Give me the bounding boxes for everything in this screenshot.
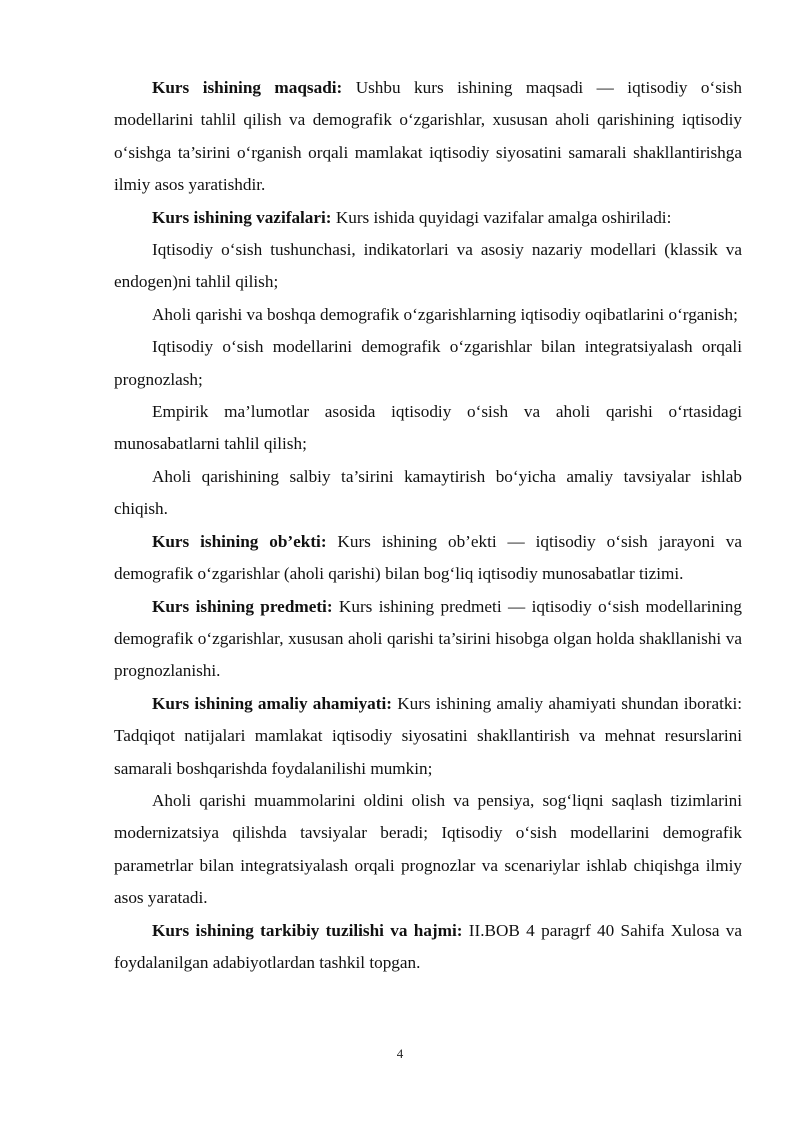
paragraph-text: Aholi qarishi va boshqa demografik o‘zgarishlarning iqtisodiy oqibatlarini o‘rganish; [152,304,738,324]
paragraph-task-item [114,234,742,299]
paragraph-subject [114,591,742,688]
paragraph-task-item [114,299,742,331]
paragraph-significance-cont [114,785,742,915]
paragraph-text: Iqtisodiy o‘sish tushunchasi, indikatorlari va asosiy nazariy modellari (klassik va endogen)ni tahlil qilish; [114,240,742,292]
paragraph-task-item [114,461,742,526]
paragraph-heading: Kurs ishining predmeti: [152,596,333,616]
paragraph-structure [114,915,742,980]
paragraph-text: Kurs ishining predmeti — iqtisodiy o‘sish modellarining demografik o‘zgarishlar, xususan aholi qarishi ta’sirini hisobga olgan holda shakllanishi va prognozlanishi. [114,596,742,681]
paragraph-heading: Kurs ishining tarkibiy tuzilishi va hajmi: [152,920,463,940]
paragraph-text: II.BOB 4 paragrf 40 Sahifa Xulosa va foydalanilgan adabiyotlardan tashkil topgan. [114,920,742,972]
paragraph-text: Empirik ma’lumotlar asosida iqtisodiy o‘sish va aholi qarishi o‘rtasidagi munosabatlarni tahlil qilish; [114,402,742,454]
paragraph-text: Aholi qarishining salbiy ta’sirini kamaytirish bo‘yicha amaliy tavsiyalar ishlab chiqish. [114,466,742,519]
paragraph-text: Kurs ishida quyidagi vazifalar amalga oshiriladi: [331,207,672,227]
paragraph-text: Kurs ishining ob’ekti — iqtisodiy o‘sish jarayoni va demografik o‘zgarishlar (aholi qarishi) bilan bog‘liq iqtisodiy munosabatlar tizimi. [114,531,742,584]
paragraph-object [114,526,742,591]
paragraph-text: Kurs ishining amaliy ahamiyati shundan iboratki: Tadqiqot natijalari mamlakat iqtisodiy siyosatini shakllantirish va mehnat resurslarini samarali boshqarishda foydalanilishi mumkin; [114,693,742,778]
paragraph-text: Aholi qarishi muammolarini oldini olish va pensiya, sog‘liqni saqlash tizimlarini modernizatsiya qilishda tavsiyalar beradi; Iqtisodiy o‘sish modellarini demografik parametrlar bilan integratsiyalash orqali prognozlar va scenariylar ishlab chiqishga ilmiy asos yaratadi. [114,790,742,908]
paragraph-goal [114,72,742,202]
document-page [114,72,742,979]
paragraph-text: Iqtisodiy o‘sish modellarini demografik o‘zgarishlar bilan integratsiyalash orqali prognozlash; [114,337,742,389]
paragraph-text: Ushbu kurs ishining maqsadi — iqtisodiy o‘sish modellarini tahlil qilish va demografik o‘zgarishlar, xususan aholi qarishining iqtisodiy o‘sishga ta’sirini o‘rganish orqali mamlakat iqtisodiy siyosatini samarali shakllantirishga ilmiy asos yaratishdir. [114,78,742,195]
paragraph-heading: Kurs ishining maqsadi: [152,78,343,97]
page-number: 4 [396,1046,404,1061]
paragraph-heading: Kurs ishining amaliy ahamiyati: [152,693,392,713]
paragraph-task-item [114,396,742,461]
paragraph-significance [114,688,742,785]
paragraph-tasks [114,202,742,234]
paragraph-heading: Kurs ishining vazifalari: [152,207,332,227]
paragraph-task-item [114,331,742,396]
paragraph-heading: Kurs ishining ob’ekti: [152,531,327,551]
